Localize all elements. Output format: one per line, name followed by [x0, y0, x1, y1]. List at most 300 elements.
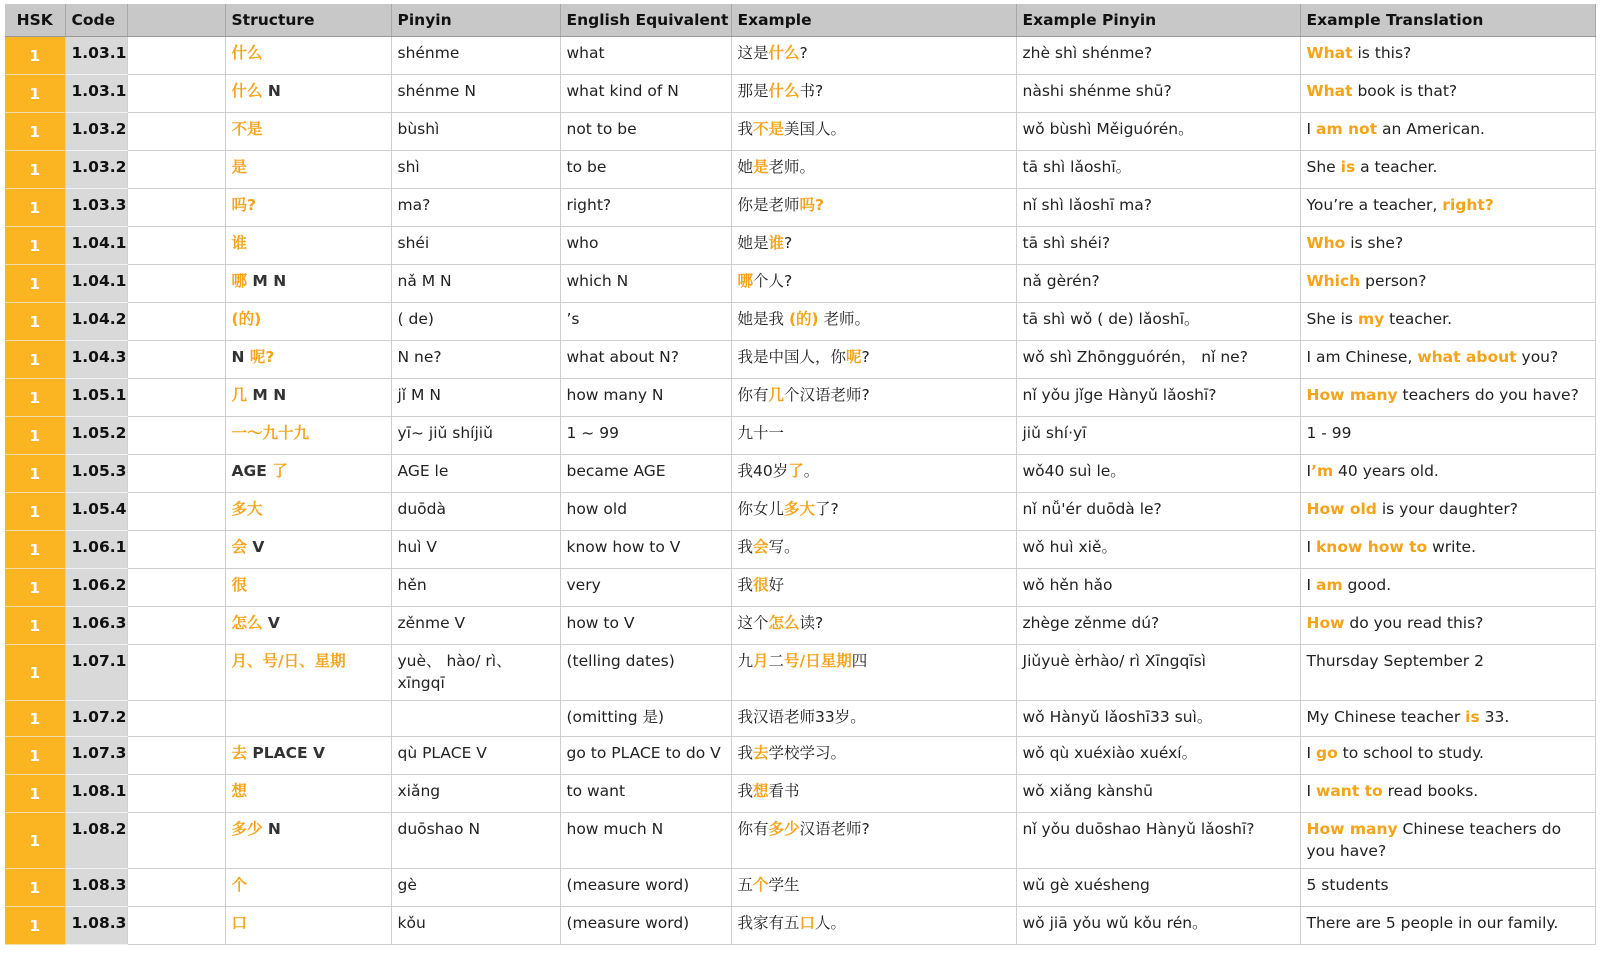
example-pinyin-cell[interactable] [1016, 341, 1300, 379]
english-cell[interactable] [560, 189, 731, 227]
example-segment: 学生 [768, 876, 800, 894]
blank-cell[interactable] [127, 379, 225, 417]
structure-cell[interactable] [225, 379, 391, 417]
example-pinyin-cell[interactable] [1016, 151, 1300, 189]
header-structure[interactable]: Structure [225, 4, 391, 37]
translation-segment: What [1306, 44, 1353, 62]
header-example-translation[interactable]: Example Translation [1300, 4, 1595, 37]
hsk-value: 1 [29, 878, 41, 897]
hsk-cell[interactable] [5, 569, 65, 607]
hsk-cell[interactable] [5, 531, 65, 569]
code-cell[interactable] [65, 607, 127, 645]
hsk-value: 1 [29, 84, 41, 103]
translation-cell[interactable] [1300, 455, 1595, 493]
blank-cell[interactable] [127, 37, 225, 75]
example-cell[interactable] [731, 303, 1016, 341]
translation-cell[interactable] [1300, 113, 1595, 151]
example-cell[interactable] [731, 869, 1016, 907]
code-cell[interactable] [65, 341, 127, 379]
example-cell[interactable] [731, 151, 1016, 189]
translation-segment: to school to study. [1337, 744, 1484, 762]
translation-cell[interactable] [1300, 265, 1595, 303]
example-cell[interactable] [731, 607, 1016, 645]
structure-cell[interactable] [225, 645, 391, 701]
header-pinyin[interactable]: Pinyin [391, 4, 560, 37]
english-value: how to V [566, 614, 635, 632]
hsk-cell[interactable] [5, 869, 65, 907]
code-cell[interactable] [65, 455, 127, 493]
example-segment: 我是中国人，你 [737, 348, 847, 366]
example-cell[interactable] [731, 737, 1016, 775]
example-cell[interactable] [731, 189, 1016, 227]
pinyin-value: xiǎng [397, 782, 441, 800]
hsk-cell[interactable] [5, 379, 65, 417]
blank-cell[interactable] [127, 265, 225, 303]
example-cell[interactable] [731, 37, 1016, 75]
pinyin-cell[interactable] [391, 701, 560, 737]
hsk-cell[interactable] [5, 37, 65, 75]
structure-cell[interactable] [225, 75, 391, 113]
blank-cell[interactable] [127, 455, 225, 493]
structure-cell[interactable] [225, 417, 391, 455]
example-cell[interactable] [731, 701, 1016, 737]
english-value: right? [566, 196, 612, 214]
english-value: what [566, 44, 605, 62]
english-value: 1 ~ 99 [566, 424, 619, 442]
hsk-cell[interactable] [5, 737, 65, 775]
structure-segment: 是 [231, 158, 248, 176]
structure-cell[interactable] [225, 775, 391, 813]
translation-cell[interactable] [1300, 813, 1595, 869]
example-pinyin-value: nǐ yǒu duōshao Hànyǔ lǎoshī? [1022, 820, 1255, 838]
table-row [5, 75, 1595, 113]
example-cell[interactable] [731, 265, 1016, 303]
hsk-cell[interactable] [5, 341, 65, 379]
table-row [5, 645, 1595, 701]
structure-cell[interactable] [225, 265, 391, 303]
example-segment: (的) [788, 310, 819, 328]
structure-cell[interactable] [225, 303, 391, 341]
blank-cell[interactable] [127, 701, 225, 737]
pinyin-cell[interactable] [391, 907, 560, 945]
translation-cell[interactable] [1300, 189, 1595, 227]
structure-segment: 月、号/日、星期 [231, 652, 346, 670]
hsk-cell[interactable] [5, 907, 65, 945]
hsk-cell[interactable] [5, 607, 65, 645]
header-code[interactable]: Code [65, 4, 127, 37]
english-cell[interactable] [560, 303, 731, 341]
blank-cell[interactable] [127, 775, 225, 813]
english-cell[interactable] [560, 265, 731, 303]
structure-cell[interactable] [225, 531, 391, 569]
translation-cell[interactable] [1300, 607, 1595, 645]
example-pinyin-cell[interactable] [1016, 379, 1300, 417]
example-cell[interactable] [731, 813, 1016, 869]
structure-segment: 吗? [231, 196, 256, 214]
english-cell[interactable] [560, 341, 731, 379]
table-row [5, 113, 1595, 151]
table-row [5, 775, 1595, 813]
hsk-value: 1 [29, 502, 41, 521]
code-value: 1.04.1 [71, 234, 127, 252]
code-cell[interactable] [65, 75, 127, 113]
pinyin-cell[interactable] [391, 113, 560, 151]
code-cell[interactable] [65, 189, 127, 227]
structure-segment: 谁 [231, 234, 248, 252]
translation-cell[interactable] [1300, 303, 1595, 341]
code-cell[interactable] [65, 701, 127, 737]
blank-cell[interactable] [127, 569, 225, 607]
hsk-cell[interactable] [5, 151, 65, 189]
example-segment: 四 [851, 652, 868, 670]
example-cell[interactable] [731, 493, 1016, 531]
pinyin-cell[interactable] [391, 417, 560, 455]
structure-cell[interactable] [225, 813, 391, 869]
translation-cell[interactable] [1300, 417, 1595, 455]
structure-segment: 多大 [231, 500, 263, 518]
code-cell[interactable] [65, 379, 127, 417]
hsk-cell[interactable] [5, 75, 65, 113]
pinyin-cell[interactable] [391, 37, 560, 75]
code-value: 1.06.2 [71, 576, 127, 594]
structure-segment: 呢? [249, 348, 275, 366]
blank-cell[interactable] [127, 227, 225, 265]
pinyin-value: kǒu [397, 914, 426, 932]
structure-cell[interactable] [225, 737, 391, 775]
translation-cell[interactable] [1300, 37, 1595, 75]
translation-cell[interactable] [1300, 493, 1595, 531]
example-segment: 九十一 [737, 424, 785, 442]
code-cell[interactable] [65, 265, 127, 303]
example-pinyin-value: wǒ hěn hǎo [1022, 576, 1113, 594]
structure-cell[interactable] [225, 493, 391, 531]
example-cell[interactable] [731, 531, 1016, 569]
example-segment: 书? [799, 82, 824, 100]
structure-segment: V [262, 614, 280, 632]
hsk-cell[interactable] [5, 227, 65, 265]
blank-cell[interactable] [127, 303, 225, 341]
english-cell[interactable] [560, 227, 731, 265]
translation-segment: 5 students [1306, 876, 1389, 894]
code-cell[interactable] [65, 37, 127, 75]
english-cell[interactable] [560, 775, 731, 813]
translation-segment: know how to [1316, 538, 1428, 556]
translation-segment: ’m [1311, 462, 1334, 480]
hsk-value: 1 [29, 578, 41, 597]
hsk-cell[interactable] [5, 645, 65, 701]
english-value: (omitting 是) [566, 708, 665, 726]
translation-cell[interactable] [1300, 379, 1595, 417]
code-cell[interactable] [65, 151, 127, 189]
example-pinyin-cell[interactable] [1016, 189, 1300, 227]
english-cell[interactable] [560, 531, 731, 569]
english-cell[interactable] [560, 493, 731, 531]
hsk-value: 1 [29, 160, 41, 179]
example-pinyin-cell[interactable] [1016, 569, 1300, 607]
example-cell[interactable] [731, 227, 1016, 265]
english-cell[interactable] [560, 737, 731, 775]
hsk-cell[interactable] [5, 493, 65, 531]
structure-segment: 什么 [231, 82, 263, 100]
hsk-cell[interactable] [5, 701, 65, 737]
header-english[interactable]: English Equivalent [560, 4, 731, 37]
blank-cell[interactable] [127, 607, 225, 645]
table-row [5, 417, 1595, 455]
example-pinyin-cell[interactable] [1016, 907, 1300, 945]
example-segment: 九 [737, 652, 754, 670]
structure-cell[interactable] [225, 341, 391, 379]
example-pinyin-cell[interactable] [1016, 417, 1300, 455]
translation-cell[interactable] [1300, 737, 1595, 775]
hsk-value: 1 [29, 426, 41, 445]
code-cell[interactable] [65, 493, 127, 531]
blank-cell[interactable] [127, 907, 225, 945]
example-pinyin-cell[interactable] [1016, 701, 1300, 737]
example-pinyin-value: tā shì lǎoshī。 [1022, 158, 1132, 176]
example-segment: 个人? [753, 272, 793, 290]
example-segment: 二 [768, 652, 785, 670]
pinyin-cell[interactable] [391, 569, 560, 607]
pinyin-value: shì [397, 158, 420, 176]
example-cell[interactable] [731, 645, 1016, 701]
example-pinyin-cell[interactable] [1016, 113, 1300, 151]
english-cell[interactable] [560, 701, 731, 737]
structure-cell[interactable] [225, 869, 391, 907]
translation-cell[interactable] [1300, 151, 1595, 189]
example-segment: 几 [768, 386, 785, 404]
example-cell[interactable] [731, 569, 1016, 607]
blank-cell[interactable] [127, 813, 225, 869]
translation-cell[interactable] [1300, 645, 1595, 701]
english-cell[interactable] [560, 907, 731, 945]
pinyin-cell[interactable] [391, 227, 560, 265]
example-segment: 多大 [784, 500, 816, 518]
header-hsk[interactable]: HSK [5, 4, 65, 37]
blank-cell[interactable] [127, 645, 225, 701]
translation-segment: I [1306, 744, 1316, 762]
example-segment: 学校学习。 [768, 744, 847, 762]
table-row [5, 569, 1595, 607]
hsk-cell[interactable] [5, 113, 65, 151]
code-cell[interactable] [65, 645, 127, 701]
structure-cell[interactable] [225, 455, 391, 493]
translation-cell[interactable] [1300, 907, 1595, 945]
example-segment: 号/日星期 [784, 652, 852, 670]
pinyin-cell[interactable] [391, 75, 560, 113]
structure-segment: 什么 [231, 44, 263, 62]
hsk-value: 1 [29, 831, 41, 850]
example-segment: 口 [799, 914, 816, 932]
example-pinyin-cell[interactable] [1016, 737, 1300, 775]
pinyin-cell[interactable] [391, 531, 560, 569]
english-cell[interactable] [560, 569, 731, 607]
blank-cell[interactable] [127, 189, 225, 227]
pinyin-cell[interactable] [391, 493, 560, 531]
example-pinyin-cell[interactable] [1016, 303, 1300, 341]
example-pinyin-cell[interactable] [1016, 813, 1300, 869]
pinyin-cell[interactable] [391, 869, 560, 907]
translation-cell[interactable] [1300, 75, 1595, 113]
hsk-cell[interactable] [5, 455, 65, 493]
code-cell[interactable] [65, 569, 127, 607]
example-cell[interactable] [731, 379, 1016, 417]
code-cell[interactable] [65, 869, 127, 907]
hsk-cell[interactable] [5, 265, 65, 303]
english-cell[interactable] [560, 151, 731, 189]
example-pinyin-cell[interactable] [1016, 493, 1300, 531]
example-pinyin-cell[interactable] [1016, 607, 1300, 645]
example-segment: 我 [737, 120, 754, 138]
blank-cell[interactable] [127, 493, 225, 531]
structure-cell[interactable] [225, 907, 391, 945]
example-cell[interactable] [731, 907, 1016, 945]
example-pinyin-cell[interactable] [1016, 645, 1300, 701]
translation-cell[interactable] [1300, 569, 1595, 607]
translation-cell[interactable] [1300, 775, 1595, 813]
example-pinyin-cell[interactable] [1016, 775, 1300, 813]
example-cell[interactable] [731, 775, 1016, 813]
example-cell[interactable] [731, 417, 1016, 455]
example-segment: 这个 [737, 614, 769, 632]
translation-cell[interactable] [1300, 341, 1595, 379]
code-value: 1.06.3 [71, 614, 127, 632]
pinyin-cell[interactable] [391, 737, 560, 775]
english-cell[interactable] [560, 607, 731, 645]
english-cell[interactable] [560, 75, 731, 113]
structure-cell[interactable] [225, 227, 391, 265]
translation-segment: How many [1306, 386, 1398, 404]
translation-cell[interactable] [1300, 227, 1595, 265]
example-segment: ? [799, 44, 808, 62]
pinyin-value: N ne? [397, 348, 442, 366]
structure-cell[interactable] [225, 151, 391, 189]
structure-cell[interactable] [225, 701, 391, 737]
pinyin-cell[interactable] [391, 341, 560, 379]
example-pinyin-cell[interactable] [1016, 227, 1300, 265]
example-pinyin-value: nǐ shì lǎoshī ma? [1022, 196, 1152, 214]
table-row [5, 701, 1595, 737]
translation-segment: right? [1442, 196, 1494, 214]
code-cell[interactable] [65, 737, 127, 775]
structure-segment: (的) [231, 310, 262, 328]
example-pinyin-cell[interactable] [1016, 531, 1300, 569]
table-row [5, 493, 1595, 531]
pinyin-cell[interactable] [391, 303, 560, 341]
code-cell[interactable] [65, 775, 127, 813]
pinyin-value: nǎ M N [397, 272, 452, 290]
translation-segment: book is that? [1352, 82, 1458, 100]
pinyin-cell[interactable] [391, 645, 560, 701]
code-cell[interactable] [65, 417, 127, 455]
blank-cell[interactable] [127, 417, 225, 455]
english-cell[interactable] [560, 113, 731, 151]
translation-cell[interactable] [1300, 531, 1595, 569]
example-cell[interactable] [731, 75, 1016, 113]
example-pinyin-cell[interactable] [1016, 37, 1300, 75]
example-pinyin-cell[interactable] [1016, 455, 1300, 493]
header-example[interactable]: Example [731, 4, 1016, 37]
example-pinyin-value: zhège zěnme dú? [1022, 614, 1160, 632]
pinyin-cell[interactable] [391, 775, 560, 813]
structure-cell[interactable] [225, 113, 391, 151]
hsk-cell[interactable] [5, 813, 65, 869]
example-segment: 。 [803, 462, 820, 480]
hsk-cell[interactable] [5, 775, 65, 813]
hsk-cell[interactable] [5, 303, 65, 341]
english-cell[interactable] [560, 869, 731, 907]
pinyin-cell[interactable] [391, 189, 560, 227]
code-value: 1.04.1 [71, 272, 127, 290]
table-row [5, 455, 1595, 493]
code-cell[interactable] [65, 531, 127, 569]
pinyin-cell[interactable] [391, 379, 560, 417]
blank-cell[interactable] [127, 151, 225, 189]
example-pinyin-cell[interactable] [1016, 869, 1300, 907]
code-cell[interactable] [65, 907, 127, 945]
english-cell[interactable] [560, 37, 731, 75]
hsk-cell[interactable] [5, 417, 65, 455]
structure-cell[interactable] [225, 569, 391, 607]
blank-cell[interactable] [127, 737, 225, 775]
pinyin-cell[interactable] [391, 265, 560, 303]
translation-segment: How old [1306, 500, 1377, 518]
english-cell[interactable] [560, 417, 731, 455]
translation-segment: do you read this? [1344, 614, 1484, 632]
english-cell[interactable] [560, 379, 731, 417]
pinyin-cell[interactable] [391, 455, 560, 493]
english-cell[interactable] [560, 455, 731, 493]
example-pinyin-value: Jiǔyuè èrhào/ rì Xīngqīsì [1022, 652, 1206, 670]
hsk-value: 1 [29, 916, 41, 935]
translation-segment: 33. [1479, 708, 1510, 726]
example-pinyin-value: wǒ Hànyǔ lǎoshī33 suì。 [1022, 708, 1213, 726]
example-pinyin-value: wǒ xiǎng kànshū [1022, 782, 1153, 800]
blank-cell[interactable] [127, 341, 225, 379]
pinyin-cell[interactable] [391, 151, 560, 189]
structure-cell[interactable] [225, 607, 391, 645]
blank-cell[interactable] [127, 75, 225, 113]
blank-cell[interactable] [127, 531, 225, 569]
example-cell[interactable] [731, 341, 1016, 379]
structure-segment: 几 [231, 386, 248, 404]
translation-cell[interactable] [1300, 869, 1595, 907]
code-cell[interactable] [65, 303, 127, 341]
example-pinyin-cell[interactable] [1016, 75, 1300, 113]
pinyin-cell[interactable] [391, 813, 560, 869]
code-cell[interactable] [65, 813, 127, 869]
structure-cell[interactable] [225, 189, 391, 227]
english-cell[interactable] [560, 645, 731, 701]
header-example-pinyin[interactable]: Example Pinyin [1016, 4, 1300, 37]
example-cell[interactable] [731, 113, 1016, 151]
example-pinyin-value: wǒ huì xiě。 [1022, 538, 1117, 556]
hsk-cell[interactable] [5, 189, 65, 227]
code-cell[interactable] [65, 113, 127, 151]
blank-cell[interactable] [127, 869, 225, 907]
example-segment: 五 [737, 876, 754, 894]
translation-cell[interactable] [1300, 701, 1595, 737]
example-cell[interactable] [731, 455, 1016, 493]
pinyin-cell[interactable] [391, 607, 560, 645]
header-blank[interactable] [127, 4, 225, 37]
blank-cell[interactable] [127, 113, 225, 151]
example-segment: 吗? [799, 196, 825, 214]
english-cell[interactable] [560, 813, 731, 869]
structure-cell[interactable] [225, 37, 391, 75]
example-segment: 我家有五 [737, 914, 800, 932]
code-cell[interactable] [65, 227, 127, 265]
example-pinyin-cell[interactable] [1016, 265, 1300, 303]
